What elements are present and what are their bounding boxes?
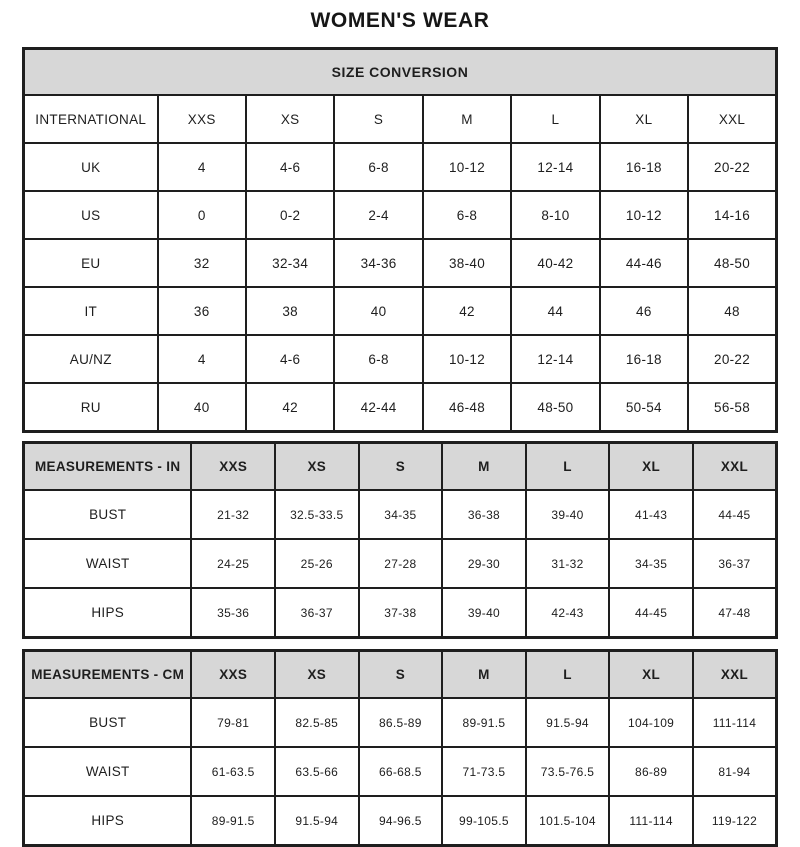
data-cell: 12-14 <box>511 335 599 383</box>
measurements-in-table <box>22 441 778 639</box>
data-cell: 6-8 <box>334 335 422 383</box>
data-cell: 27-28 <box>359 539 443 588</box>
column-header-cell: XXS <box>191 651 275 699</box>
row-header-cell: BUST <box>24 698 192 747</box>
data-cell: 47-48 <box>693 588 777 638</box>
column-header-cell: XL <box>600 95 688 143</box>
data-cell: 25-26 <box>275 539 359 588</box>
corner-header-cell: MEASUREMENTS - CM <box>24 651 192 699</box>
column-header-cell: L <box>526 651 610 699</box>
data-cell: 20-22 <box>688 335 776 383</box>
data-cell: 48 <box>688 287 776 335</box>
data-cell: 119-122 <box>693 796 777 846</box>
data-cell: 40-42 <box>511 239 599 287</box>
size-conversion-table <box>22 47 778 433</box>
data-cell: 40 <box>334 287 422 335</box>
data-cell: 86.5-89 <box>359 698 443 747</box>
column-header-cell: L <box>526 443 610 491</box>
data-cell: 82.5-85 <box>275 698 359 747</box>
data-cell: 94-96.5 <box>359 796 443 846</box>
data-cell: 40 <box>158 383 246 432</box>
data-cell: 91.5-94 <box>275 796 359 846</box>
column-header-cell: XS <box>275 443 359 491</box>
row-header-cell: HIPS <box>24 796 192 846</box>
data-cell: 63.5-66 <box>275 747 359 796</box>
column-header-cell: XL <box>609 651 693 699</box>
column-header-cell: XS <box>246 95 334 143</box>
row-header-cell: EU <box>24 239 158 287</box>
data-cell: 8-10 <box>511 191 599 239</box>
data-cell: 66-68.5 <box>359 747 443 796</box>
data-cell: 79-81 <box>191 698 275 747</box>
data-cell: 36-37 <box>693 539 777 588</box>
data-cell: 34-35 <box>609 539 693 588</box>
data-cell: 111-114 <box>693 698 777 747</box>
data-cell: 46 <box>600 287 688 335</box>
data-cell: 32-34 <box>246 239 334 287</box>
data-cell: 41-43 <box>609 490 693 539</box>
data-cell: 89-91.5 <box>442 698 526 747</box>
column-header-cell: S <box>359 443 443 491</box>
data-cell: 29-30 <box>442 539 526 588</box>
column-header-cell: XXL <box>693 443 777 491</box>
data-cell: 42 <box>246 383 334 432</box>
column-header-cell: XL <box>609 443 693 491</box>
data-cell: 44-46 <box>600 239 688 287</box>
data-cell: 89-91.5 <box>191 796 275 846</box>
column-header-cell: XS <box>275 651 359 699</box>
column-header-cell: S <box>359 651 443 699</box>
column-header-cell: XXL <box>688 95 776 143</box>
data-cell: 104-109 <box>609 698 693 747</box>
data-cell: 0-2 <box>246 191 334 239</box>
data-cell: 44-45 <box>609 588 693 638</box>
data-cell: 111-114 <box>609 796 693 846</box>
data-cell: 39-40 <box>442 588 526 638</box>
data-cell: 12-14 <box>511 143 599 191</box>
data-cell: 56-58 <box>688 383 776 432</box>
data-cell: 32 <box>158 239 246 287</box>
data-cell: 44 <box>511 287 599 335</box>
data-cell: 10-12 <box>600 191 688 239</box>
row-header-cell: WAIST <box>24 747 192 796</box>
row-header-cell: HIPS <box>24 588 192 638</box>
data-cell: 86-89 <box>609 747 693 796</box>
row-header-cell: US <box>24 191 158 239</box>
data-cell: 42-43 <box>526 588 610 638</box>
data-cell: 34-35 <box>359 490 443 539</box>
table-title: SIZE CONVERSION <box>24 49 777 96</box>
data-cell: 99-105.5 <box>442 796 526 846</box>
data-cell: 6-8 <box>423 191 511 239</box>
data-cell: 38 <box>246 287 334 335</box>
data-cell: 2-4 <box>334 191 422 239</box>
data-cell: 101.5-104 <box>526 796 610 846</box>
data-cell: 46-48 <box>423 383 511 432</box>
data-cell: 31-32 <box>526 539 610 588</box>
data-cell: 37-38 <box>359 588 443 638</box>
data-cell: 71-73.5 <box>442 747 526 796</box>
data-cell: 14-16 <box>688 191 776 239</box>
data-cell: 48-50 <box>511 383 599 432</box>
data-cell: 10-12 <box>423 335 511 383</box>
data-cell: 34-36 <box>334 239 422 287</box>
data-cell: 36-38 <box>442 490 526 539</box>
row-header-cell: RU <box>24 383 158 432</box>
column-header-cell: M <box>423 95 511 143</box>
column-header-cell: M <box>442 651 526 699</box>
data-cell: 44-45 <box>693 490 777 539</box>
row-header-cell: IT <box>24 287 158 335</box>
data-cell: 4-6 <box>246 335 334 383</box>
data-cell: 61-63.5 <box>191 747 275 796</box>
data-cell: 50-54 <box>600 383 688 432</box>
column-header-cell: XXS <box>158 95 246 143</box>
corner-header-cell: MEASUREMENTS - IN <box>24 443 192 491</box>
row-header-cell: AU/NZ <box>24 335 158 383</box>
column-header-cell: XXL <box>693 651 777 699</box>
row-header-cell: BUST <box>24 490 192 539</box>
data-cell: 38-40 <box>423 239 511 287</box>
data-cell: 42 <box>423 287 511 335</box>
column-header-cell: L <box>511 95 599 143</box>
data-cell: 36 <box>158 287 246 335</box>
data-cell: 48-50 <box>688 239 776 287</box>
data-cell: 0 <box>158 191 246 239</box>
corner-header-cell: INTERNATIONAL <box>24 95 158 143</box>
data-cell: 10-12 <box>423 143 511 191</box>
data-cell: 4 <box>158 335 246 383</box>
data-cell: 91.5-94 <box>526 698 610 747</box>
measurements-cm-table <box>22 649 778 847</box>
data-cell: 24-25 <box>191 539 275 588</box>
data-cell: 36-37 <box>275 588 359 638</box>
data-cell: 21-32 <box>191 490 275 539</box>
data-cell: 73.5-76.5 <box>526 747 610 796</box>
data-cell: 20-22 <box>688 143 776 191</box>
column-header-cell: S <box>334 95 422 143</box>
row-header-cell: UK <box>24 143 158 191</box>
data-cell: 35-36 <box>191 588 275 638</box>
data-cell: 42-44 <box>334 383 422 432</box>
data-cell: 16-18 <box>600 143 688 191</box>
data-cell: 4 <box>158 143 246 191</box>
page-title: WOMEN'S WEAR <box>310 9 490 32</box>
data-cell: 81-94 <box>693 747 777 796</box>
data-cell: 32.5-33.5 <box>275 490 359 539</box>
data-cell: 39-40 <box>526 490 610 539</box>
data-cell: 4-6 <box>246 143 334 191</box>
data-cell: 6-8 <box>334 143 422 191</box>
column-header-cell: M <box>442 443 526 491</box>
row-header-cell: WAIST <box>24 539 192 588</box>
column-header-cell: XXS <box>191 443 275 491</box>
data-cell: 16-18 <box>600 335 688 383</box>
